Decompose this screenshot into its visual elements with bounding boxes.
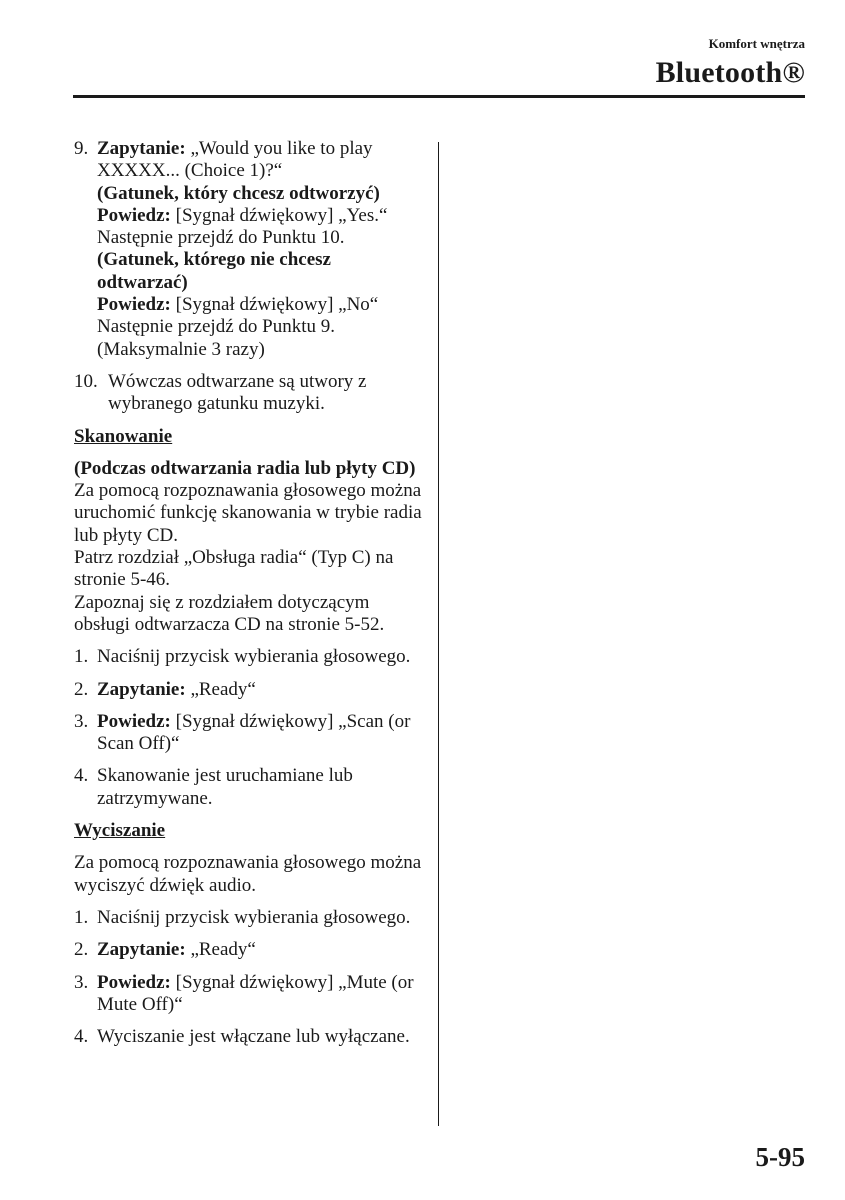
step-text: [Sygnał dźwiękowy] „Mute (or Mute Off)“ [97, 971, 414, 1015]
step-number: 2. [74, 939, 89, 961]
mute-step [74, 907, 424, 929]
case1-say-line [97, 205, 424, 227]
scan-step [74, 646, 424, 668]
header-section-label: Komfort wnętrza [708, 36, 805, 51]
mute-step [74, 939, 424, 961]
mute-step [74, 1026, 424, 1048]
step-label: Powiedz: [97, 971, 171, 993]
item-number: 10. [74, 370, 98, 392]
scan-intro: Za pomocą rozpoznawania głosowego można uruchomić funkcję skanowania w trybie radia lub płyty CD. [74, 480, 422, 546]
case2-max: (Maksymalnie 3 razy) [97, 338, 265, 360]
scan-reference-radio: Patrz rozdział „Obsługa radia“ (Typ C) na stronie 5-46. [74, 547, 394, 591]
step-number: 3. [74, 971, 89, 993]
list-item-9 [74, 138, 424, 361]
case2-next: Następnie przejdź do Punktu 9. [97, 316, 335, 338]
step-text: Naciśnij przycisk wybierania głosowego. [97, 906, 411, 928]
main-column [74, 138, 424, 1048]
mute-step [74, 972, 424, 1017]
step-text: Naciśnij przycisk wybierania głosowego. [97, 646, 411, 668]
scan-step [74, 765, 424, 810]
prompt-line [97, 138, 424, 183]
step-number: 1. [74, 646, 89, 668]
case1-next: Następnie przejdź do Punktu 10. [97, 227, 345, 249]
step-number: 3. [74, 710, 89, 732]
case1-heading: (Gatunek, który chcesz odtworzyć) [97, 182, 380, 204]
step-body [97, 939, 424, 961]
step-body [97, 711, 424, 756]
step-body [97, 972, 424, 1017]
scan-step [74, 679, 424, 701]
step-text: „Ready“ [185, 678, 256, 700]
item-number: 9. [74, 138, 89, 159]
page-title: Bluetooth® [655, 56, 805, 89]
prompt-label: Zapytanie: [97, 138, 186, 159]
step-label: Zapytanie: [97, 678, 186, 700]
step-body [97, 679, 424, 701]
step-number: 4. [74, 765, 89, 787]
say-label: Powiedz: [97, 294, 171, 316]
section-heading-scan: Skanowanie [74, 425, 173, 447]
step-label: Zapytanie: [97, 939, 186, 961]
page-number: 5-95 [755, 1142, 805, 1172]
say-text: [Sygnał dźwiękowy] „No“ [170, 294, 379, 316]
scan-subheading: (Podczas odtwarzania radia lub płyty CD) [74, 457, 416, 479]
step-number: 4. [74, 1026, 89, 1048]
item-body: Wówczas odtwarzane są utwory z wybranego gatunku muzyki. [108, 370, 367, 415]
step-text: [Sygnał dźwiękowy] „Scan (or Scan Off)“ [97, 710, 411, 755]
header-rule [73, 95, 805, 98]
step-text: „Ready“ [185, 939, 256, 961]
say-text: [Sygnał dźwiękowy] „Yes.“ [170, 204, 388, 226]
step-text: Wyciszanie jest włączane lub wyłączane. [97, 1026, 410, 1048]
step-text: Skanowanie jest uruchamiane lub zatrzymywane. [97, 765, 353, 809]
list-item-10 [74, 371, 424, 416]
say-label: Powiedz: [97, 204, 171, 226]
prompt-text: „Would you like to play XXXXX... (Choice 1)?“ [97, 138, 373, 182]
item-body [97, 138, 424, 361]
step-number: 2. [74, 678, 89, 700]
scan-reference-cd: Zapoznaj się z rozdziałem dotyczącym obsługi odtwarzacza CD na stronie 5-52. [74, 591, 385, 635]
column-divider [438, 142, 439, 1126]
case2-heading: (Gatunek, którego nie chcesz odtwarzać) [97, 249, 331, 293]
step-label: Powiedz: [97, 710, 171, 732]
section-heading-mute: Wyciszanie [74, 820, 166, 842]
case2-say-line [97, 294, 424, 316]
mute-intro: Za pomocą rozpoznawania głosowego można wyciszyć dźwięk audio. [74, 852, 422, 896]
scan-step [74, 711, 424, 756]
step-number: 1. [74, 906, 89, 928]
